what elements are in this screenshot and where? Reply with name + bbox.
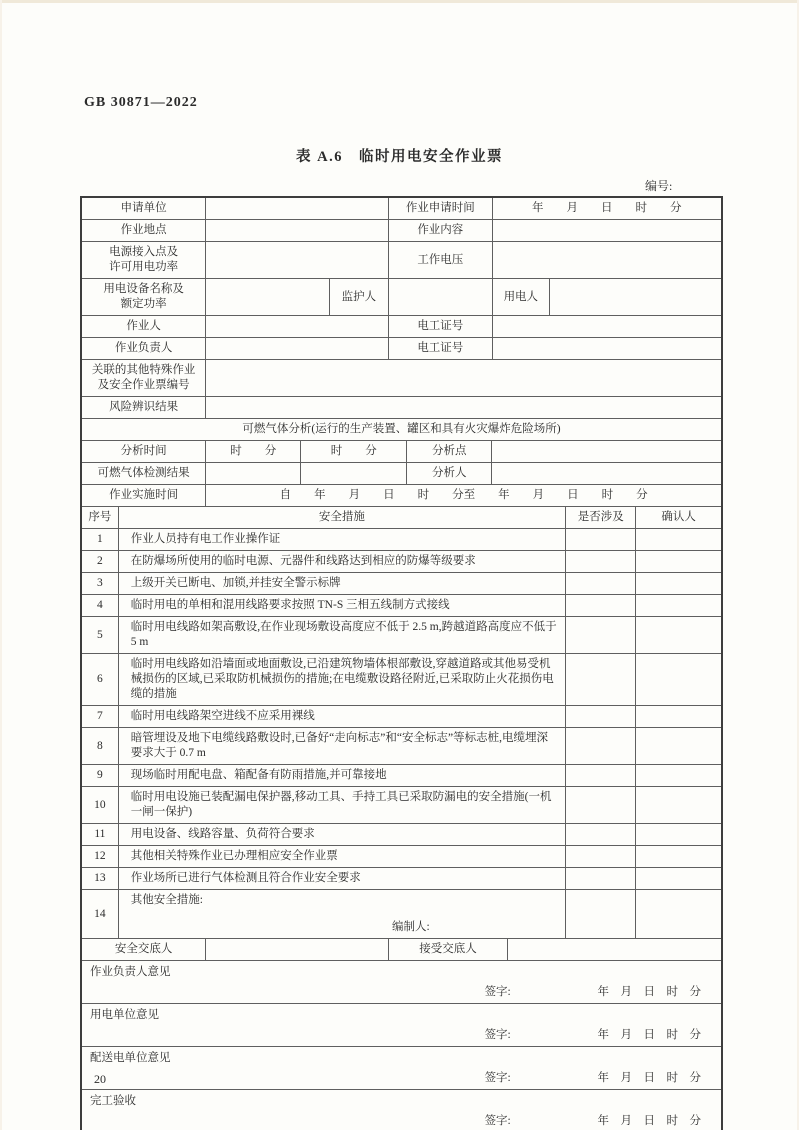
row-analysis-time (82, 440, 721, 462)
compiler-label: 编制人: (392, 921, 430, 933)
safety-no: 9 (97, 769, 103, 781)
row-risk-identification (82, 396, 721, 418)
safety-text: 作业人员持有电工作业操作证 (130, 533, 281, 545)
safety-confirm-cell (635, 765, 721, 786)
safety-involved-cell (565, 765, 635, 786)
analysis-point-value-cell (491, 441, 721, 462)
work-voltage-value-cell (492, 242, 721, 278)
row-apply-unit (82, 198, 721, 219)
safety-text: 用电设备、线路容量、负荷符合要求 (130, 828, 315, 840)
safety-no: 1 (97, 533, 103, 545)
gas-test-result-label: 可燃气体检测结果 (97, 467, 190, 479)
briefing-receiver-value-cell (507, 939, 721, 960)
safety-text-cell (118, 551, 565, 572)
safety-measure-row (82, 764, 721, 786)
safety-involved-cell (565, 529, 635, 550)
opinion-label: 完工验收 (90, 1095, 136, 1107)
safety-no: 12 (94, 850, 106, 862)
safety-text: 临时用电设施已装配漏电保护器,移动工具、手持工具已采取防漏电的安全措施(一机一闸一保护) (130, 791, 552, 818)
opinion-sign-line (82, 1071, 721, 1086)
electrician-cert-value-cell-2 (492, 338, 721, 359)
safety-confirm-cell (635, 529, 721, 550)
safety-involved-cell (565, 551, 635, 572)
safety-measure-row (82, 845, 721, 867)
scan-edge-left (0, 0, 2, 1130)
opinion-label: 配送电单位意见 (90, 1052, 171, 1064)
gas-test-result-cell-2 (300, 463, 406, 484)
apply-unit-value-cell (205, 198, 388, 219)
supervisor-value-cell (205, 338, 388, 359)
opinion-row (82, 960, 721, 1003)
safety-text-cell (118, 824, 565, 845)
safety-confirm-cell (635, 890, 721, 938)
sign-label: 签字: (484, 1072, 511, 1084)
power-access-label: 电源接入点及 许可用电功率 (109, 246, 179, 273)
opinion-sign-line (82, 985, 721, 1000)
safety-text-cell (118, 728, 565, 764)
safety-text: 在防爆场所使用的临时电源、元器件和线路达到相应的防爆等级要求 (130, 555, 476, 567)
risk-identification-value-cell (205, 397, 721, 418)
safety-text-cell (118, 765, 565, 786)
safety-involved-cell (565, 890, 635, 938)
safety-text-cell (118, 529, 565, 550)
operator-label: 作业人 (126, 320, 161, 332)
safety-confirm-cell (635, 573, 721, 594)
doc-code: GB 30871—2022 (84, 95, 198, 110)
safety-text-cell (118, 868, 565, 889)
safety-involved-cell (565, 706, 635, 727)
equipment-value-cell (205, 279, 328, 315)
opinion-row (82, 1046, 721, 1089)
row-operator (82, 315, 721, 337)
electrician-cert-value-cell-1 (492, 316, 721, 337)
opinion-label: 用电单位意见 (90, 1009, 159, 1021)
table-title: 表 A.6 临时用电安全作业票 (296, 149, 503, 165)
row-equipment (82, 278, 721, 315)
safety-text: 其他相关特殊作业已办理相应安全作业票 (130, 850, 338, 862)
safety-no: 11 (94, 828, 106, 840)
safety-no: 6 (97, 673, 103, 685)
safety-involved-cell (565, 595, 635, 616)
sign-label: 签字: (484, 1029, 511, 1041)
row-implementation-time (82, 484, 721, 506)
analysis-time-cell-1: 时 分 (205, 441, 300, 462)
related-permits-value-cell (205, 360, 721, 396)
electrician-cert-label-1: 电工证号 (388, 316, 492, 337)
implementation-time-value-cell: 自 年 月 日 时 分至 年 月 日 时 分 (205, 485, 721, 506)
safety-measure-row (82, 594, 721, 616)
safety-involved-cell (565, 728, 635, 764)
safety-no: 10 (94, 798, 106, 811)
gas-analysis-header: 可燃气体分析(运行的生产装置、罐区和具有火灾爆炸危险场所) (242, 423, 561, 435)
work-content-label: 作业内容 (388, 220, 492, 241)
safety-no: 3 (97, 577, 103, 589)
analyst-label: 分析人 (406, 463, 491, 484)
safety-text-cell (118, 573, 565, 594)
electricity-user-value-cell (549, 279, 721, 315)
operator-value-cell (205, 316, 388, 337)
sign-date: 年 月 日 时 分 (597, 1115, 701, 1127)
safety-text: 暗管埋设及地下电缆线路敷设时,已备好“走向标志”和“安全标志”等标志桩,电缆埋深要求大于 0.7 m (130, 732, 548, 759)
work-permit-table (80, 196, 723, 1130)
power-access-value-cell (205, 242, 388, 278)
row-gas-analysis-header (82, 418, 721, 440)
form-number-label: 编号: (645, 179, 673, 193)
opinion-sign-line (82, 1028, 721, 1043)
safety-involved-header: 是否涉及 (565, 507, 635, 528)
safety-text-cell (118, 595, 565, 616)
safety-text: 其他安全措施: (130, 894, 203, 906)
safety-text-cell (118, 706, 565, 727)
safety-text-cell (118, 890, 565, 938)
safety-text: 临时用电线路架空进线不应采用裸线 (130, 710, 315, 722)
analysis-time-cell-2: 时 分 (300, 441, 406, 462)
briefing-giver-value-cell (205, 939, 388, 960)
safety-measure-row (82, 653, 721, 705)
safety-confirm-cell (635, 617, 721, 653)
safety-measure-row (82, 550, 721, 572)
row-safety-header (82, 506, 721, 528)
row-briefing (82, 938, 721, 960)
guardian-value-cell (388, 279, 492, 315)
analysis-point-label: 分析点 (406, 441, 491, 462)
safety-no-header: 序号 (88, 511, 112, 523)
row-power-access (82, 241, 721, 278)
work-content-value-cell (492, 220, 721, 241)
safety-confirm-cell (635, 868, 721, 889)
opinion-row (82, 1089, 721, 1130)
safety-confirm-header: 确认人 (635, 507, 721, 528)
apply-unit-label: 申请单位 (120, 202, 167, 214)
safety-involved-cell (565, 573, 635, 594)
safety-confirm-cell (635, 787, 721, 823)
safety-text: 临时用电线路如沿墙面或地面敷设,已沿建筑物墙体根部敷设,穿越道路或其他易受机械损伤的区域,已采取防机械损伤的措施;在电缆敷设路径附近,已采取防止火花损伤电缆的措施 (130, 658, 554, 700)
safety-measure-row (82, 786, 721, 823)
briefing-receiver-label: 接受交底人 (388, 939, 507, 960)
safety-no: 7 (97, 710, 103, 722)
work-location-label: 作业地点 (120, 224, 167, 236)
safety-text-cell (118, 787, 565, 823)
row-gas-test-result (82, 462, 721, 484)
safety-no: 5 (97, 628, 103, 641)
safety-confirm-cell (635, 595, 721, 616)
sign-date: 年 月 日 时 分 (597, 1072, 701, 1084)
apply-time-label: 作业申请时间 (388, 198, 492, 219)
safety-text: 上级开关已断电、加锁,并挂安全警示标牌 (130, 577, 341, 589)
equipment-label: 用电设备名称及 额定功率 (103, 283, 184, 310)
safety-confirm-cell (635, 706, 721, 727)
electricity-user-label: 用电人 (492, 279, 550, 315)
safety-no: 2 (97, 555, 103, 567)
safety-involved-cell (565, 824, 635, 845)
guardian-label: 监护人 (329, 279, 388, 315)
safety-measure-row (82, 528, 721, 550)
page-number: 20 (94, 1072, 106, 1086)
safety-involved-cell (565, 868, 635, 889)
safety-measure-header: 安全措施 (118, 507, 565, 528)
sign-date: 年 月 日 时 分 (597, 986, 701, 998)
safety-confirm-cell (635, 728, 721, 764)
safety-text-cell (118, 654, 565, 705)
safety-measure-row (82, 705, 721, 727)
row-supervisor (82, 337, 721, 359)
row-related-permits (82, 359, 721, 396)
sign-date: 年 月 日 时 分 (597, 1029, 701, 1041)
safety-measure-row (82, 889, 721, 938)
apply-time-value-cell: 年 月 日 时 分 (492, 198, 721, 219)
work-location-value-cell (205, 220, 388, 241)
analysis-time-label: 分析时间 (120, 445, 167, 457)
opinion-sign-line (82, 1114, 721, 1129)
safety-involved-cell (565, 846, 635, 867)
safety-text-cell (118, 617, 565, 653)
related-permits-label: 关联的其他特殊作业 及安全作业票编号 (91, 364, 196, 391)
opinion-row (82, 1003, 721, 1046)
safety-measure-row (82, 823, 721, 845)
safety-no: 14 (94, 907, 106, 920)
risk-identification-label: 风险辨识结果 (109, 401, 179, 413)
scan-edge-top (0, 0, 799, 3)
safety-text-cell (118, 846, 565, 867)
safety-confirm-cell (635, 824, 721, 845)
row-work-location (82, 219, 721, 241)
safety-measure-row (82, 616, 721, 653)
work-voltage-label: 工作电压 (388, 242, 492, 278)
sign-label: 签字: (484, 1115, 511, 1127)
gas-test-result-cell-1 (205, 463, 300, 484)
safety-text: 临时用电的单相和混用线路要求按照 TN-S 三相五线制方式接线 (130, 599, 450, 611)
safety-text: 临时用电线路如架高敷设,在作业现场敷设高度应不低于 2.5 m,跨越道路高度应不低于 5 m (130, 621, 557, 648)
safety-measure-row (82, 572, 721, 594)
supervisor-label: 作业负责人 (114, 342, 173, 354)
safety-no: 4 (97, 599, 103, 611)
safety-involved-cell (565, 787, 635, 823)
opinion-label: 作业负责人意见 (90, 966, 171, 978)
safety-text: 作业场所已进行气体检测且符合作业安全要求 (130, 872, 361, 884)
briefing-giver-label: 安全交底人 (114, 943, 173, 955)
safety-involved-cell (565, 617, 635, 653)
safety-confirm-cell (635, 654, 721, 705)
implementation-time-label: 作业实施时间 (109, 489, 179, 501)
safety-confirm-cell (635, 846, 721, 867)
safety-no: 8 (97, 739, 103, 752)
safety-measure-row (82, 727, 721, 764)
safety-confirm-cell (635, 551, 721, 572)
sign-label: 签字: (484, 986, 511, 998)
safety-measure-row (82, 867, 721, 889)
electrician-cert-label-2: 电工证号 (388, 338, 492, 359)
safety-no: 13 (94, 872, 106, 884)
safety-text: 现场临时用配电盘、箱配备有防雨措施,并可靠接地 (130, 769, 387, 781)
analyst-value-cell (491, 463, 721, 484)
safety-involved-cell (565, 654, 635, 705)
